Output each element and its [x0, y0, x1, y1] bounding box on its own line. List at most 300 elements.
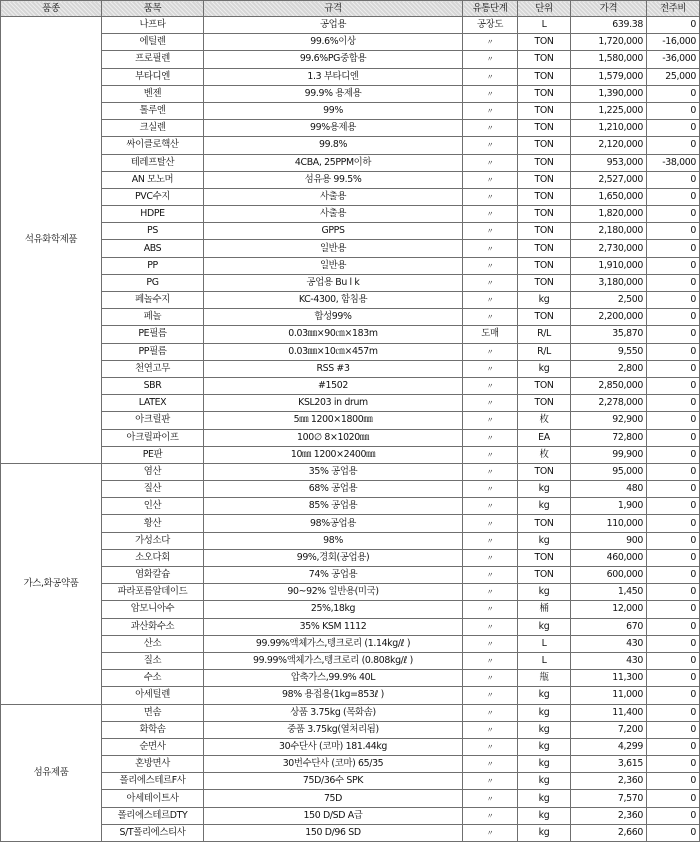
price-cell: 2,730,000 [571, 240, 647, 257]
unit-cell: TON [518, 309, 571, 326]
change-cell: 0 [647, 326, 700, 343]
price-cell: 2,180,000 [571, 223, 647, 240]
change-cell: 0 [647, 481, 700, 498]
change-cell: 0 [647, 274, 700, 291]
unit-cell: L [518, 652, 571, 669]
price-cell: 11,300 [571, 670, 647, 687]
stage-cell: 〃 [463, 188, 518, 205]
price-cell: 2,660 [571, 824, 647, 841]
spec-cell: 상품 3.75kg (목화솜) [204, 704, 463, 721]
change-cell: -16,000 [647, 34, 700, 51]
table-row [1, 790, 700, 807]
price-cell: 1,910,000 [571, 257, 647, 274]
price-cell: 1,225,000 [571, 102, 647, 119]
stage-cell: 〃 [463, 463, 518, 480]
stage-cell: 〃 [463, 635, 518, 652]
stage-cell: 〃 [463, 549, 518, 566]
table-row [1, 120, 700, 137]
spec-cell: 공업용 Bu l k [204, 274, 463, 291]
price-cell: 430 [571, 652, 647, 669]
item-cell: PE판 [102, 446, 204, 463]
spec-cell: 85% 공업용 [204, 498, 463, 515]
table-row [1, 85, 700, 102]
change-cell: 25,000 [647, 68, 700, 85]
item-cell: 면솜 [102, 704, 204, 721]
table-row [1, 360, 700, 377]
table-row [1, 635, 700, 652]
change-cell: 0 [647, 704, 700, 721]
item-cell: S/T폴리에스티사 [102, 824, 204, 841]
item-cell: 페놀 [102, 309, 204, 326]
unit-cell: kg [518, 790, 571, 807]
price-cell: 2,278,000 [571, 395, 647, 412]
price-cell: 639.38 [571, 17, 647, 34]
table-row [1, 102, 700, 119]
header-price: 가격 [571, 1, 647, 17]
spec-cell: 0.03㎜×10㎝×457m [204, 343, 463, 360]
item-cell: 아세테이트사 [102, 790, 204, 807]
price-cell: 11,400 [571, 704, 647, 721]
price-cell: 2,527,000 [571, 171, 647, 188]
unit-cell: kg [518, 687, 571, 704]
price-cell: 7,200 [571, 721, 647, 738]
stage-cell: 〃 [463, 274, 518, 291]
change-cell: 0 [647, 515, 700, 532]
spec-cell: 75D/36수 SPK [204, 773, 463, 790]
spec-cell: 99% [204, 102, 463, 119]
change-cell: 0 [647, 120, 700, 137]
table-row [1, 704, 700, 721]
spec-cell: GPPS [204, 223, 463, 240]
change-cell: 0 [647, 498, 700, 515]
unit-cell: TON [518, 206, 571, 223]
spec-cell: 압축가스,99.9% 40L [204, 670, 463, 687]
stage-cell: 〃 [463, 790, 518, 807]
price-cell: 4,299 [571, 738, 647, 755]
unit-cell: kg [518, 498, 571, 515]
unit-cell: kg [518, 618, 571, 635]
unit-cell: kg [518, 738, 571, 755]
table-row [1, 721, 700, 738]
item-cell: 톨루엔 [102, 102, 204, 119]
spec-cell: 99%용제용 [204, 120, 463, 137]
table-row [1, 17, 700, 34]
table-row [1, 481, 700, 498]
item-cell: PE필름 [102, 326, 204, 343]
header-spec: 규격 [204, 1, 463, 17]
item-cell: 파라포름알데이드 [102, 584, 204, 601]
change-cell: 0 [647, 687, 700, 704]
stage-cell: 〃 [463, 34, 518, 51]
unit-cell: EA [518, 429, 571, 446]
table-row [1, 274, 700, 291]
header-stage: 유통단계 [463, 1, 518, 17]
stage-cell: 〃 [463, 652, 518, 669]
change-cell: 0 [647, 257, 700, 274]
table-row [1, 807, 700, 824]
price-cell: 11,000 [571, 687, 647, 704]
spec-cell: 100∅ 8×1020㎜ [204, 429, 463, 446]
item-cell: 가성소다 [102, 532, 204, 549]
spec-cell: 30수단사 (코마) 181.44kg [204, 738, 463, 755]
stage-cell: 〃 [463, 756, 518, 773]
unit-cell: 枚 [518, 446, 571, 463]
change-cell: 0 [647, 618, 700, 635]
change-cell: -38,000 [647, 154, 700, 171]
price-cell: 600,000 [571, 567, 647, 584]
price-cell: 1,210,000 [571, 120, 647, 137]
unit-cell: L [518, 17, 571, 34]
unit-cell: TON [518, 395, 571, 412]
price-cell: 3,180,000 [571, 274, 647, 291]
change-cell: 0 [647, 790, 700, 807]
stage-cell: 공장도 [463, 17, 518, 34]
spec-cell: 0.03㎜×90㎝×183m [204, 326, 463, 343]
item-cell: 소오다회 [102, 549, 204, 566]
stage-cell: 〃 [463, 412, 518, 429]
stage-cell: 〃 [463, 704, 518, 721]
table-row [1, 549, 700, 566]
item-cell: 암모니아수 [102, 601, 204, 618]
change-cell: 0 [647, 292, 700, 309]
unit-cell: R/L [518, 326, 571, 343]
price-cell: 2,360 [571, 773, 647, 790]
spec-cell: #1502 [204, 377, 463, 394]
change-cell: 0 [647, 223, 700, 240]
spec-cell: 99.9% 용제용 [204, 85, 463, 102]
item-cell: 부타디엔 [102, 68, 204, 85]
item-cell: 크실렌 [102, 120, 204, 137]
stage-cell: 〃 [463, 377, 518, 394]
stage-cell: 〃 [463, 824, 518, 841]
spec-cell: 35% 공업용 [204, 463, 463, 480]
unit-cell: TON [518, 154, 571, 171]
table-row [1, 292, 700, 309]
unit-cell: TON [518, 257, 571, 274]
change-cell: 0 [647, 721, 700, 738]
unit-cell: kg [518, 773, 571, 790]
table-row [1, 687, 700, 704]
price-cell: 35,870 [571, 326, 647, 343]
stage-cell: 〃 [463, 51, 518, 68]
spec-cell: 98% 용접용(1kg=853ℓ ) [204, 687, 463, 704]
item-cell: 아크릴파이프 [102, 429, 204, 446]
stage-cell: 〃 [463, 102, 518, 119]
change-cell: 0 [647, 532, 700, 549]
unit-cell: TON [518, 85, 571, 102]
unit-cell: R/L [518, 343, 571, 360]
item-cell: PP [102, 257, 204, 274]
table-row [1, 395, 700, 412]
stage-cell: 〃 [463, 584, 518, 601]
change-cell: 0 [647, 137, 700, 154]
unit-cell: kg [518, 721, 571, 738]
item-cell: 페놀수지 [102, 292, 204, 309]
table-row [1, 188, 700, 205]
spec-cell: 사출용 [204, 188, 463, 205]
stage-cell: 〃 [463, 738, 518, 755]
item-cell: 산소 [102, 635, 204, 652]
price-cell: 2,850,000 [571, 377, 647, 394]
change-cell: 0 [647, 463, 700, 480]
price-cell: 7,570 [571, 790, 647, 807]
change-cell: 0 [647, 446, 700, 463]
stage-cell: 〃 [463, 532, 518, 549]
price-cell: 110,000 [571, 515, 647, 532]
price-cell: 1,390,000 [571, 85, 647, 102]
stage-cell: 〃 [463, 68, 518, 85]
table-row [1, 412, 700, 429]
spec-cell: 섬유용 99.5% [204, 171, 463, 188]
price-cell: 92,900 [571, 412, 647, 429]
spec-cell: 공업용 [204, 17, 463, 34]
unit-cell: L [518, 635, 571, 652]
unit-cell: 桶 [518, 601, 571, 618]
category-cell: 가스,화공약품 [1, 463, 102, 704]
unit-cell: TON [518, 223, 571, 240]
table-row [1, 240, 700, 257]
item-cell: 황산 [102, 515, 204, 532]
table-row [1, 618, 700, 635]
price-cell: 2,800 [571, 360, 647, 377]
table-row [1, 137, 700, 154]
spec-cell: 4CBA, 25PPM이하 [204, 154, 463, 171]
unit-cell: kg [518, 292, 571, 309]
change-cell: 0 [647, 188, 700, 205]
price-cell: 9,550 [571, 343, 647, 360]
stage-cell: 〃 [463, 171, 518, 188]
unit-cell: kg [518, 532, 571, 549]
spec-cell: 99.8% [204, 137, 463, 154]
change-cell: 0 [647, 206, 700, 223]
item-cell: 염산 [102, 463, 204, 480]
change-cell: 0 [647, 756, 700, 773]
change-cell: 0 [647, 85, 700, 102]
unit-cell: TON [518, 463, 571, 480]
price-cell: 2,120,000 [571, 137, 647, 154]
table-row [1, 824, 700, 841]
unit-cell: TON [518, 51, 571, 68]
table-row [1, 738, 700, 755]
change-cell: 0 [647, 773, 700, 790]
spec-cell: 99.99%액체가스,텡크로리 (1.14kg/ℓ ) [204, 635, 463, 652]
header-row [1, 1, 700, 17]
item-cell: 수소 [102, 670, 204, 687]
table-row [1, 532, 700, 549]
stage-cell: 〃 [463, 360, 518, 377]
item-cell: PP필름 [102, 343, 204, 360]
stage-cell: 〃 [463, 446, 518, 463]
item-cell: AN 모노머 [102, 171, 204, 188]
table-row [1, 463, 700, 480]
spec-cell: 98%공업용 [204, 515, 463, 532]
change-cell: 0 [647, 360, 700, 377]
header-change: 전주비 [647, 1, 700, 17]
unit-cell: TON [518, 120, 571, 137]
stage-cell: 〃 [463, 154, 518, 171]
item-cell: 벤젠 [102, 85, 204, 102]
price-cell: 1,900 [571, 498, 647, 515]
item-cell: PG [102, 274, 204, 291]
item-cell: 인산 [102, 498, 204, 515]
spec-cell: 150 D/96 SD [204, 824, 463, 841]
stage-cell: 〃 [463, 343, 518, 360]
item-cell: 폴리에스테르DTY [102, 807, 204, 824]
spec-cell: 98% [204, 532, 463, 549]
unit-cell: TON [518, 102, 571, 119]
item-cell: 테레프탈산 [102, 154, 204, 171]
stage-cell: 〃 [463, 601, 518, 618]
spec-cell: 150 D/SD A급 [204, 807, 463, 824]
unit-cell: TON [518, 274, 571, 291]
category-cell: 섬유제품 [1, 704, 102, 842]
spec-cell: 99.99%액체가스,텡크로리 (0.808kg/ℓ ) [204, 652, 463, 669]
stage-cell: 〃 [463, 395, 518, 412]
spec-cell: 일반용 [204, 240, 463, 257]
spec-cell: 일반용 [204, 257, 463, 274]
item-cell: ABS [102, 240, 204, 257]
change-cell: 0 [647, 807, 700, 824]
item-cell: 혼방면사 [102, 756, 204, 773]
price-cell: 99,900 [571, 446, 647, 463]
item-cell: 프로필렌 [102, 51, 204, 68]
table-row [1, 498, 700, 515]
item-cell: PVC수지 [102, 188, 204, 205]
unit-cell: kg [518, 360, 571, 377]
table-row [1, 773, 700, 790]
change-cell: 0 [647, 738, 700, 755]
price-cell: 12,000 [571, 601, 647, 618]
price-cell: 2,200,000 [571, 309, 647, 326]
change-cell: 0 [647, 670, 700, 687]
header-category: 품종 [1, 1, 102, 17]
unit-cell: kg [518, 704, 571, 721]
price-cell: 953,000 [571, 154, 647, 171]
spec-cell: 74% 공업용 [204, 567, 463, 584]
unit-cell: 甁 [518, 670, 571, 687]
item-cell: 과산화수소 [102, 618, 204, 635]
table-row [1, 51, 700, 68]
price-cell: 1,650,000 [571, 188, 647, 205]
table-row [1, 154, 700, 171]
spec-cell: KC-4300, 함침용 [204, 292, 463, 309]
stage-cell: 〃 [463, 137, 518, 154]
unit-cell: 枚 [518, 412, 571, 429]
table-row [1, 584, 700, 601]
unit-cell: TON [518, 240, 571, 257]
item-cell: 천연고무 [102, 360, 204, 377]
table-row [1, 68, 700, 85]
stage-cell: 〃 [463, 721, 518, 738]
stage-cell: 〃 [463, 120, 518, 137]
change-cell: 0 [647, 17, 700, 34]
stage-cell: 〃 [463, 498, 518, 515]
item-cell: 나프타 [102, 17, 204, 34]
change-cell: 0 [647, 429, 700, 446]
price-cell: 480 [571, 481, 647, 498]
change-cell: 0 [647, 309, 700, 326]
change-cell: 0 [647, 171, 700, 188]
table-row [1, 446, 700, 463]
change-cell: 0 [647, 584, 700, 601]
item-cell: 질산 [102, 481, 204, 498]
change-cell: 0 [647, 549, 700, 566]
spec-cell: 30번수단사 (코마) 65/35 [204, 756, 463, 773]
unit-cell: TON [518, 137, 571, 154]
stage-cell: 도매 [463, 326, 518, 343]
unit-cell: TON [518, 34, 571, 51]
table-row [1, 429, 700, 446]
unit-cell: TON [518, 515, 571, 532]
change-cell: 0 [647, 601, 700, 618]
category-cell: 석유화학제품 [1, 17, 102, 464]
spec-cell: 68% 공업용 [204, 481, 463, 498]
change-cell: 0 [647, 240, 700, 257]
spec-cell: 중품 3.75kg(열처리됨) [204, 721, 463, 738]
item-cell: 아크릴판 [102, 412, 204, 429]
unit-cell: TON [518, 171, 571, 188]
table-row [1, 223, 700, 240]
table-row [1, 567, 700, 584]
unit-cell: TON [518, 377, 571, 394]
item-cell: 에틸렌 [102, 34, 204, 51]
table-row [1, 309, 700, 326]
change-cell: 0 [647, 635, 700, 652]
price-cell: 95,000 [571, 463, 647, 480]
price-cell: 1,580,000 [571, 51, 647, 68]
price-cell: 900 [571, 532, 647, 549]
change-cell: 0 [647, 412, 700, 429]
stage-cell: 〃 [463, 687, 518, 704]
price-cell: 2,500 [571, 292, 647, 309]
table-row [1, 206, 700, 223]
spec-cell: 1.3 부타디엔 [204, 68, 463, 85]
unit-cell: kg [518, 481, 571, 498]
stage-cell: 〃 [463, 240, 518, 257]
item-cell: SBR [102, 377, 204, 394]
stage-cell: 〃 [463, 223, 518, 240]
item-cell: 폴리에스테르F사 [102, 773, 204, 790]
spec-cell: 75D [204, 790, 463, 807]
item-cell: 질소 [102, 652, 204, 669]
item-cell: 순면사 [102, 738, 204, 755]
unit-cell: kg [518, 584, 571, 601]
stage-cell: 〃 [463, 206, 518, 223]
spec-cell: 합성99% [204, 309, 463, 326]
price-cell: 1,450 [571, 584, 647, 601]
spec-cell: 5㎜ 1200×1800㎜ [204, 412, 463, 429]
change-cell: 0 [647, 343, 700, 360]
price-cell: 430 [571, 635, 647, 652]
header-unit: 단위 [518, 1, 571, 17]
table-row [1, 326, 700, 343]
table-row [1, 670, 700, 687]
item-cell: PS [102, 223, 204, 240]
unit-cell: TON [518, 68, 571, 85]
change-cell: 0 [647, 377, 700, 394]
spec-cell: 99.6%이상 [204, 34, 463, 51]
price-cell: 460,000 [571, 549, 647, 566]
change-cell: 0 [647, 395, 700, 412]
item-cell: 화학솜 [102, 721, 204, 738]
item-cell: LATEX [102, 395, 204, 412]
stage-cell: 〃 [463, 85, 518, 102]
price-cell: 2,360 [571, 807, 647, 824]
item-cell: HDPE [102, 206, 204, 223]
table-row [1, 601, 700, 618]
spec-cell: 99%,경회(공업용) [204, 549, 463, 566]
table-row [1, 257, 700, 274]
